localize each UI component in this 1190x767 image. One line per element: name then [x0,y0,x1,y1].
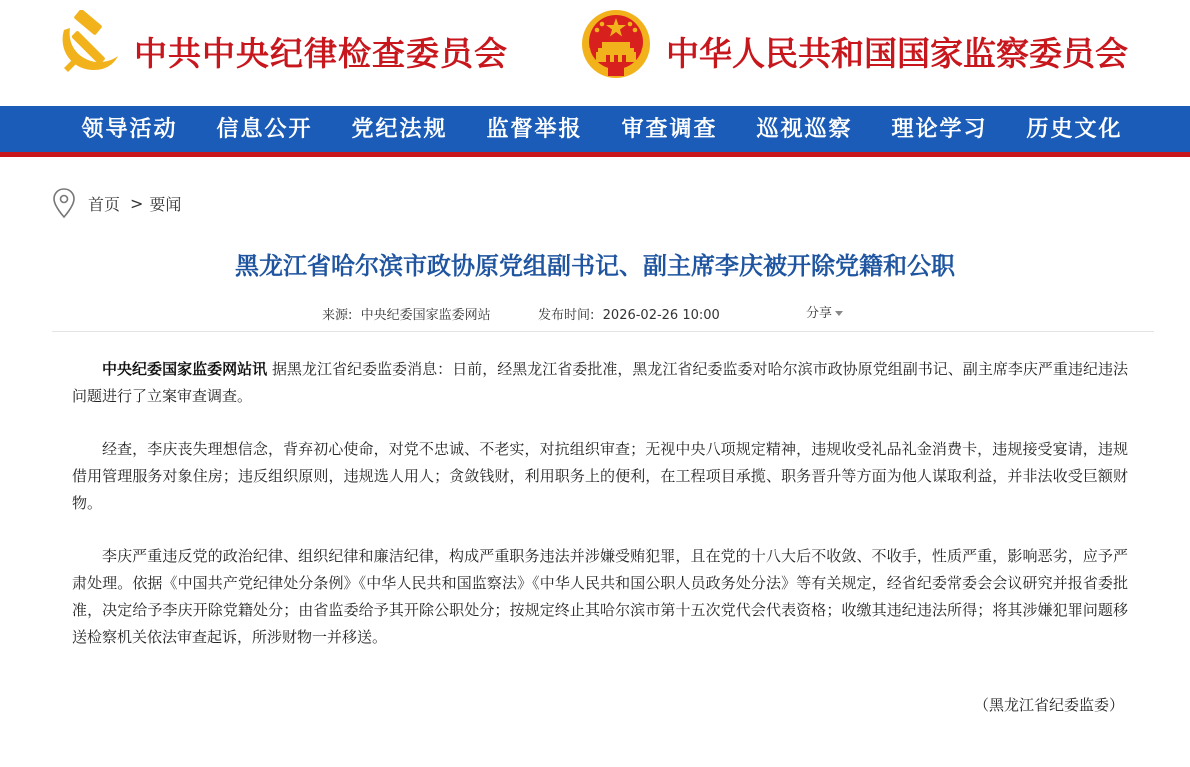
source-label: 来源: [322,308,353,323]
national-emblem-icon [580,8,652,80]
breadcrumb-current-link[interactable]: 要闻 [149,194,182,214]
nav-red-stripe [0,152,1190,157]
location-pin-icon [52,187,76,219]
party-emblem-icon [54,10,120,76]
nav-item-reporting[interactable]: 监督举报 [486,116,583,142]
cpc-ccdi-title: 中共中央纪律检查委员会 [134,34,508,73]
article-title: 黑龙江省哈尔滨市政协原党组副书记、副主席李庆被开除党籍和公职 [235,252,955,280]
article-paragraph [72,356,1128,410]
paragraph-text: 李庆严重违反党的政治纪律、组织纪律和廉洁纪律，构成严重职务违法并涉嫌受贿犯罪，且在党的十八大后不收敛、不收手，性质严重，影响恶劣，应予严肃处理。依据《中国共产党纪律处分条例》《中华人民共和国监察法》《中华人民共和国公职人员政务处分法》等有关规定，经省纪委常委会会议研究并报省委批准，决定给予李庆开除党籍处分；由省监委给予其开除公职处分；按规定终止其哈尔滨市第十五次党代会代表资格；收缴其违纪违法所得；将其涉嫌犯罪问题移送检察机关依法审查起诉，所涉财物一并移送。 [72,547,1128,646]
article-source [322,304,491,323]
meta-divider [52,331,1154,332]
main-nav [0,106,1190,152]
breadcrumb [52,187,181,219]
article-publish-time [538,304,720,323]
nsc-title: 中华人民共和国国家监察委员会 [666,34,1128,73]
share-button[interactable] [806,302,843,321]
paragraph-text: 据黑龙江省纪委监委消息：日前，经黑龙江省委批准，黑龙江省纪委监委对哈尔滨市政协原党组副书记、副主席李庆严重违纪违法问题进行了立案审查调查。 [72,360,1128,405]
nav-item-regulations[interactable]: 党纪法规 [351,116,448,142]
article-paragraph [72,543,1128,651]
chevron-down-icon [835,311,843,316]
nav-item-history[interactable]: 历史文化 [1026,116,1123,142]
nav-item-theory[interactable]: 理论学习 [891,116,988,142]
article-paragraph [72,436,1128,517]
nav-item-information[interactable]: 信息公开 [216,116,313,142]
paragraph-lead: 中央纪委国家监委网站讯 [102,360,268,378]
nav-list [62,106,1142,152]
breadcrumb-separator: > [130,193,144,213]
share-label: 分享 [806,306,833,321]
nav-item-leadership[interactable]: 领导活动 [81,116,178,142]
article-signature: （黑龙江省纪委监委） [973,696,1124,714]
source-value: 中央纪委国家监委网站 [360,308,491,323]
nav-item-investigation[interactable]: 审查调查 [621,116,718,142]
breadcrumb-home-link[interactable]: 首页 [88,194,121,214]
paragraph-text: 经查，李庆丧失理想信念，背弃初心使命，对党不忠诚、不老实，对抗组织审查；无视中央八项规定精神，违规收受礼品礼金消费卡，违规接受宴请，违规借用管理服务对象住房；违反组织原则，违规选人用人；贪敛钱财，利用职务上的便利，在工程项目承揽、职务晋升等方面为他人谋取利益，并非法收受巨额财物。 [72,440,1128,512]
time-label: 发布时间: [538,308,595,323]
article-body [72,356,1128,677]
nav-item-inspection[interactable]: 巡视巡察 [756,116,853,142]
time-value: 2026-02-26 10:00 [602,308,720,323]
site-header [0,0,1190,106]
